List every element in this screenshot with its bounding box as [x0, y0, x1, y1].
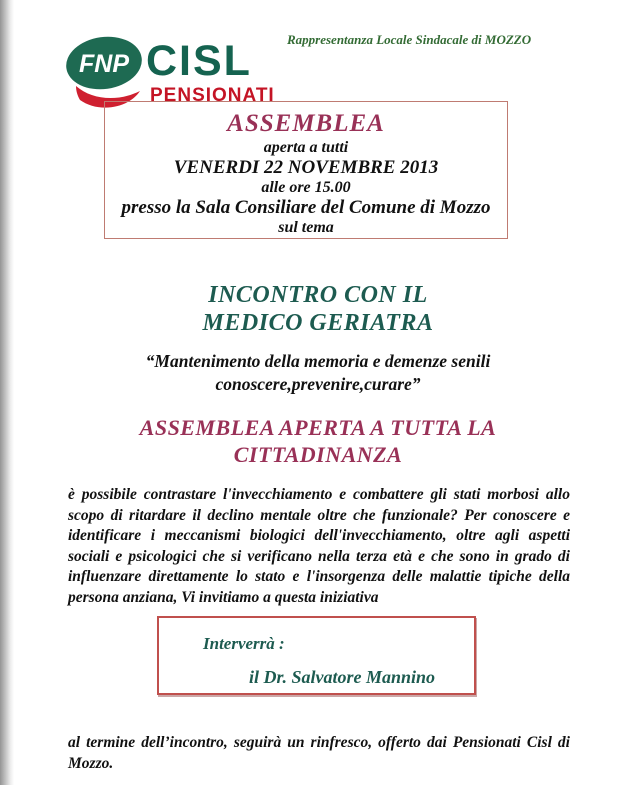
assembly-theme-intro: sul tema [278, 219, 334, 236]
body-paragraph: è possibile contrastare l'invecchiamento e combattere gli stati morbosi allo scopo di ritardare il declino mentale oltre che funzionale? Per conoscere e identificare i meccanismi biologici dell'invecchiamento, oltre agli aspetti sociali e psicologici che si verificano nella terza età e che sono in grado di influenzare direttamente lo stato e l'insorgenza delle malattie tipiche della persona anziana, Vi invitiamo a questa iniziativa [68, 486, 570, 606]
topic-heading-line1: INCONTRO CON IL [208, 282, 428, 308]
open-assembly-line1: ASSEMBLEA APERTA A TUTTA LA [139, 415, 497, 440]
assembly-venue: presso la Sala Consiliare del Comune di Mozzo [121, 197, 491, 218]
assembly-title: ASSEMBLEA [227, 110, 385, 137]
speaker-intro-label: Interverrà : [203, 634, 285, 653]
pensionati-wordmark: PENSIONATI [150, 85, 275, 106]
topic-heading [0, 281, 636, 337]
announcement-box [104, 101, 508, 239]
footer-paragraph: al termine dell’incontro, seguirà un rinfresco, offerto dai Pensionati Cisl di Mozzo. [68, 734, 570, 772]
open-assembly-heading [0, 414, 636, 468]
assembly-date: VENERDI 22 NOVEMBRE 2013 [173, 157, 439, 178]
subtitle-quote [0, 350, 636, 396]
subtitle-line2: conoscere,prevenire,curare” [215, 374, 421, 394]
topic-heading-line2: MEDICO GERIATRA [202, 310, 434, 336]
speaker-box [157, 616, 476, 695]
open-assembly-line2: CITTADINANZA [233, 442, 403, 467]
assembly-open-line: aperta a tutti [263, 139, 349, 156]
subtitle-line1: “Mantenimento della memoria e demenze senili [145, 351, 491, 371]
local-representation-label: Rappresentanza Locale Sindacale di MOZZO [287, 32, 532, 47]
fnp-wordmark: FNP [79, 50, 129, 78]
assembly-time: alle ore 15.00 [261, 179, 351, 196]
speaker-name: il Dr. Salvatore Mannino [249, 667, 436, 687]
cisl-wordmark: CISL [146, 37, 252, 85]
